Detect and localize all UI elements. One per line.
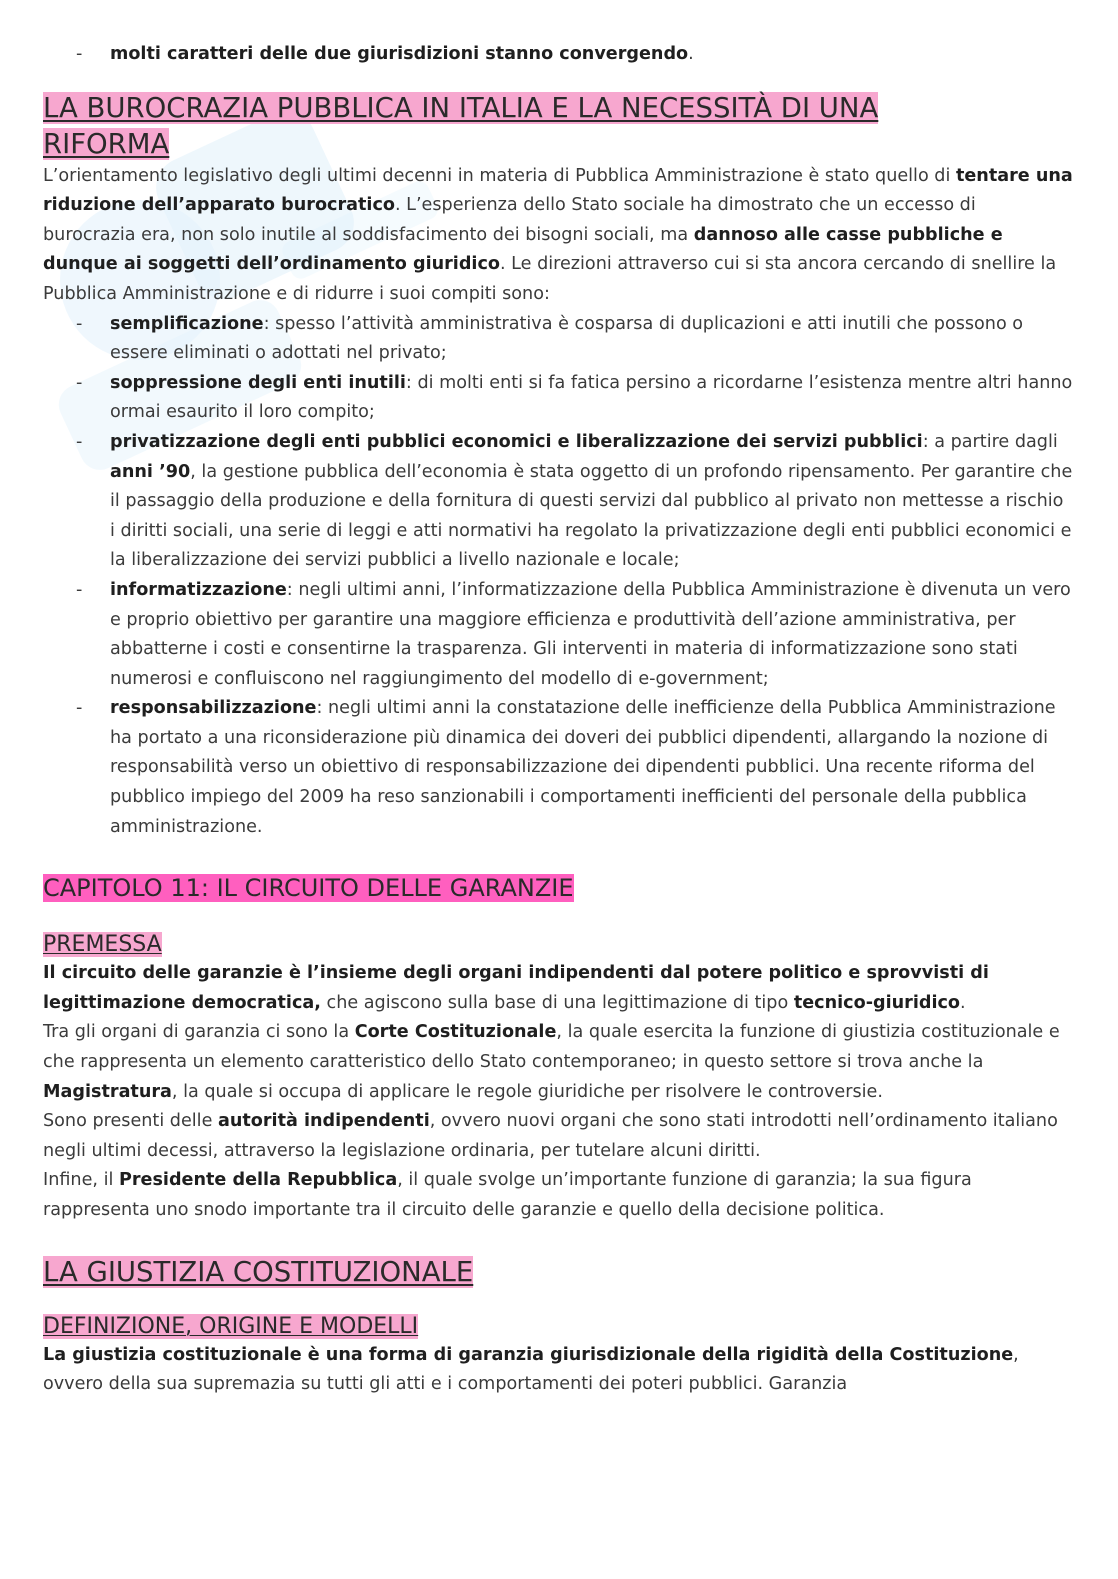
paragraph-giustizia-definizione: La giustizia costituzionale è una forma di garanzia giurisdizionale della rigidità della Costituzione, ovvero della sua supremazia su tutti gli atti e i comportamenti dei poteri pubblici. Garanzia — [43, 1344, 1019, 1395]
document-content — [43, 40, 1073, 1400]
list-item: - responsabilizzazione: negli ultimi anni la constatazione delle inefficienze della Pubblica Amministrazione ha portato a una riconsiderazione più dinamica dei doveri dei pubblici dipendenti, allargando la nozione di responsabilità verso un obiettivo di responsabilizzazione dei dipendenti pubblici. Una recente riforma del pubblico impiego del 2009 ha reso sanzionabili i comportamenti inefficienti del personale della pubblica amministrazione. — [43, 694, 1073, 842]
paragraph-burocrazia-intro: L’orientamento legislativo degli ultimi decenni in materia di Pubblica Amministrazione è stato quello di tentare una riduzione dell’apparato burocratico. L’esperienza dello Stato sociale ha dimostrato che un eccesso di burocrazia era, non solo inutile al soddisfacimento dei bisogni sociali, ma dannoso alle casse pubbliche e dunque ai soggetti dell’ordinamento giuridico. Le direzioni attraverso cui si sta ancora cercando di snellire la Pubblica Amministrazione e di ridurre i suoi compiti sono: — [43, 165, 1073, 304]
list-item: - informatizzazione: negli ultimi anni, l’informatizzazione della Pubblica Amministrazione è divenuta un vero e proprio obiettivo per garantire una maggiore efficienza e produttività dell’azione amministrativa, per abbatterne i costi e consentirne la trasparenza. Gli interventi in materia di informatizzazione sono stati numerosi e confluiscono nel raggiungimento del modello di e-government; — [43, 576, 1073, 694]
paragraph-premessa-2: Tra gli organi di garanzia ci sono la Corte Costituzionale, la quale esercita la funzione di giustizia costituzionale e che rappresenta un elemento caratteristico dello Stato contemporaneo; in questo settore si trova anche la Magistratura, la quale si occupa di applicare le regole giuridiche per risolvere le controversie. — [43, 1022, 1060, 1102]
paragraph-premessa-3: Sono presenti delle autorità indipendenti, ovvero nuovi organi che sono stati introdotti nell’ordinamento italiano negli ultimi decessi, attraverso la legislazione ordinaria, per tutelare alcuni diritti. — [43, 1111, 1058, 1161]
top-list — [43, 40, 1073, 70]
list-item: - molti caratteri delle due giurisdizioni stanno convergendo. — [43, 40, 1073, 70]
reform-directions-list — [43, 310, 1073, 843]
section-title-burocrazia: LA BUROCRAZIA PUBBLICA IN ITALIA E LA NECESSITÀ DI UNA RIFORMA — [43, 91, 879, 160]
paragraph-premessa-4: Infine, il Presidente della Repubblica, il quale svolge un’importante funzione di garanzia; la sua figura rappresenta uno snodo importante tra il circuito delle garanzie e quello della decisione politica. — [43, 1170, 972, 1220]
paragraph-premessa-1: Il circuito delle garanzie è l’insieme degli organi indipendenti dal potere politico e sprovvisti di legittimazione democratica, che agiscono sulla base di una legittimazione di tipo tecnico-giuridico. — [43, 963, 989, 1013]
subsection-title-definizione: DEFINIZIONE, ORIGINE E MODELLI — [43, 1313, 419, 1339]
list-item: - privatizzazione degli enti pubblici economici e liberalizzazione dei servizi pubblici: a partire dagli anni ’90, la gestione pubblica dell’economia è stata oggetto di un profondo ripensamento. Per garantire che il passaggio della produzione e della fornitura di questi servizi dal pubblico al privato non mettesse a rischio i diritti sociali, una serie di leggi e atti normativi ha regolato la privatizzazione degli enti pubblici economici e la liberalizzazione dei servizi pubblici a livello nazionale e locale; — [43, 428, 1073, 576]
list-item: - soppressione degli enti inutili: di molti enti si fa fatica persino a ricordarne l’esistenza mentre altri hanno ormai esaurito il loro compito; — [43, 369, 1073, 428]
list-item: - semplificazione: spesso l’attività amministrativa è cosparsa di duplicazioni e atti inutili che possono o essere eliminati o adottati nel privato; — [43, 310, 1073, 369]
chapter-title: CAPITOLO 11: IL CIRCUITO DELLE GARANZIE — [43, 874, 574, 903]
subsection-title-premessa: PREMESSA — [43, 932, 162, 958]
section-title-giustizia: LA GIUSTIZIA COSTITUZIONALE — [43, 1255, 474, 1288]
